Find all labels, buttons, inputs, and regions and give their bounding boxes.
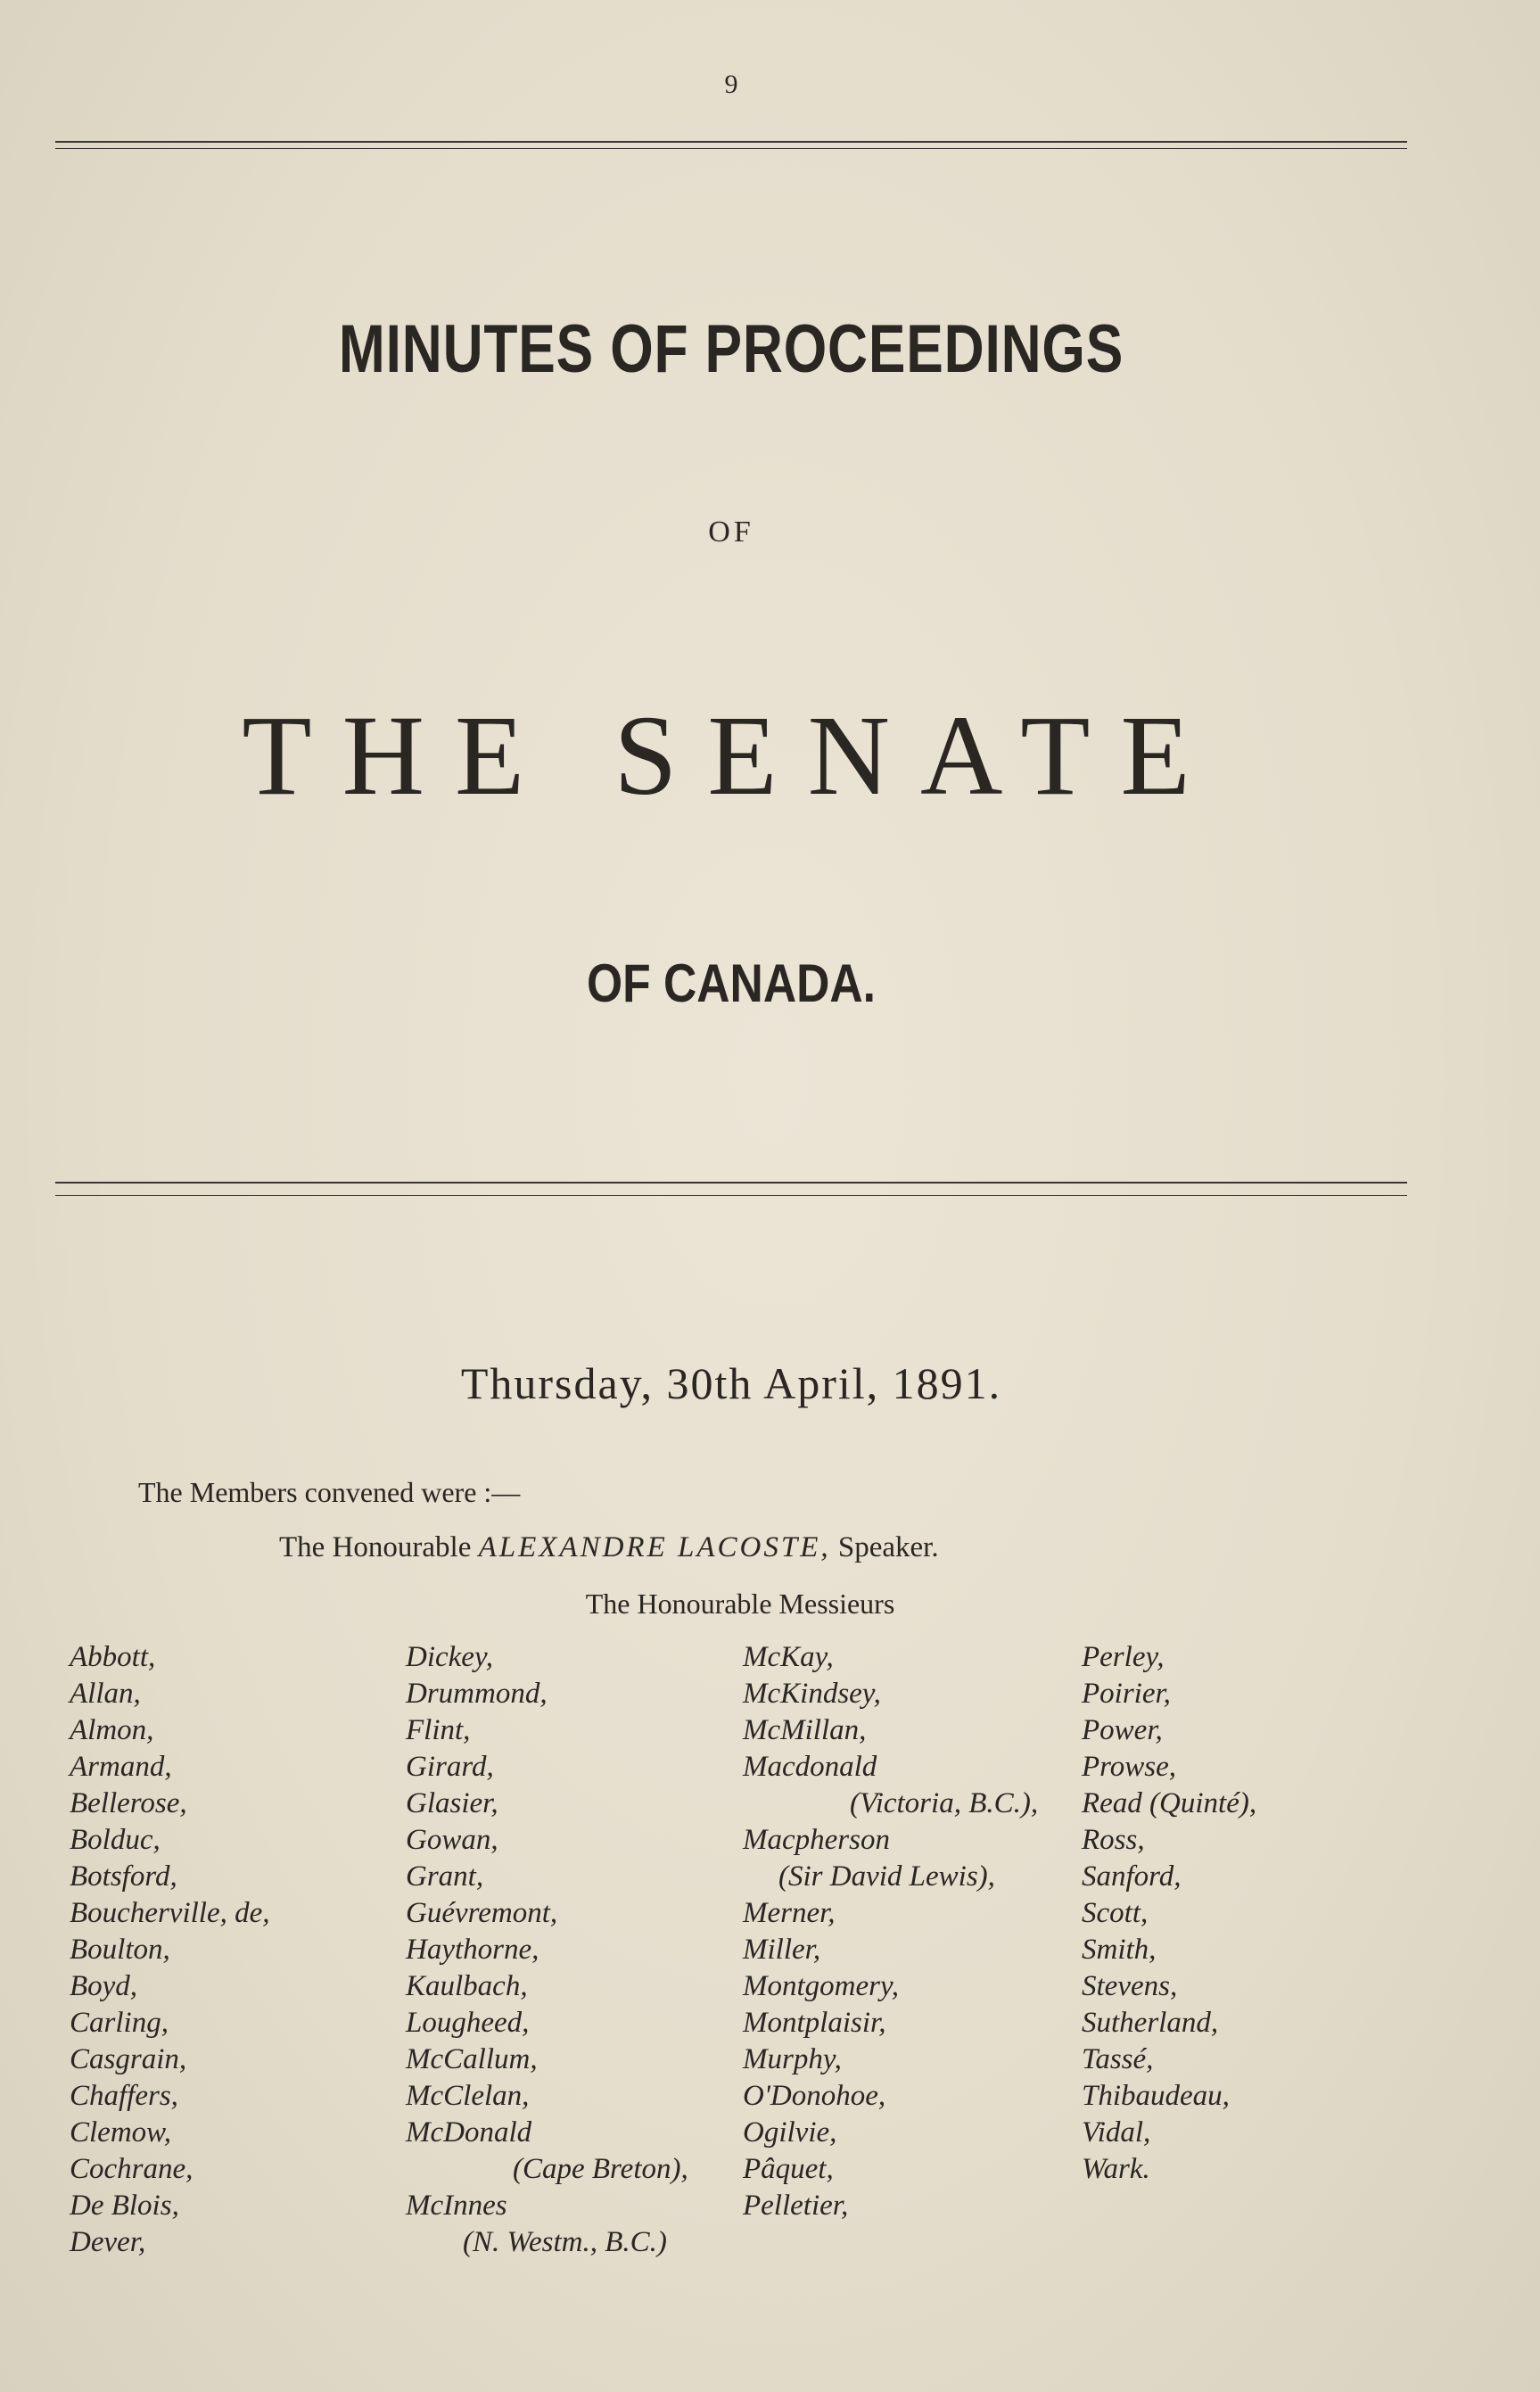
member-name: McKindsey, <box>743 1678 881 1710</box>
member-name: Poirier, <box>1082 1678 1171 1710</box>
member-name: Carling, <box>70 2007 169 2039</box>
member-name: Boulton, <box>70 1934 170 1966</box>
member-name: McCallum, <box>406 2043 538 2075</box>
member-name: Murphy, <box>743 2043 842 2075</box>
members-column-1 <box>70 1639 270 2261</box>
member-name: Haythorne, <box>406 1934 539 1966</box>
member-name: McDonald <box>406 2116 532 2149</box>
member-name: Scott, <box>1082 1897 1149 1929</box>
member-name: Merner, <box>743 1897 836 1929</box>
member-name: Miller, <box>743 1934 821 1966</box>
member-name: Guévremont, <box>406 1897 558 1929</box>
member-name: McKay, <box>743 1641 834 1673</box>
page-number: 9 <box>724 70 738 99</box>
member-name: Armand, <box>70 1751 172 1783</box>
member-name: McInnes <box>406 2190 507 2222</box>
member-name: Abbott, <box>70 1641 156 1673</box>
member-name: Sutherland, <box>1082 2007 1219 2039</box>
member-name: Power, <box>1082 1714 1163 1746</box>
member-name: Bellerose, <box>70 1787 187 1819</box>
member-name: Read (Quinté), <box>1082 1787 1257 1819</box>
title-of-canada: OF CANADA. <box>587 953 876 1013</box>
member-name: Vidal, <box>1082 2116 1151 2149</box>
speaker-line <box>279 1531 939 1564</box>
member-name: Bolduc, <box>70 1824 161 1856</box>
meeting-date: Thursday, 30th April, 1891. <box>460 1358 1002 1408</box>
member-name: Botsford, <box>70 1860 177 1893</box>
member-name: Stevens, <box>1082 1970 1178 2002</box>
member-name: Grant, <box>406 1860 484 1893</box>
member-name: Chaffers, <box>70 2080 178 2112</box>
member-name: Boyd, <box>70 1970 138 2002</box>
honourable-messieurs-heading: The Honourable Messieurs <box>585 1588 895 1620</box>
members-column-2 <box>406 1639 688 2261</box>
member-name-continuation: (Cape Breton), <box>513 2153 688 2185</box>
members-intro: The Members convened were :— <box>138 1476 521 1508</box>
member-name: Macpherson <box>743 1824 890 1856</box>
top-rule-2 <box>55 148 1407 149</box>
member-name: Girard, <box>406 1751 494 1783</box>
member-name: Macdonald <box>743 1751 877 1783</box>
member-name: Dickey, <box>406 1641 494 1673</box>
members-column-3 <box>743 1639 1038 2224</box>
member-name: Lougheed, <box>406 2007 530 2039</box>
title-the-senate: THE SENATE <box>242 692 1221 819</box>
member-name: McClelan, <box>406 2080 530 2112</box>
speaker-suffix: Speaker. <box>837 1531 939 1563</box>
member-name: Tassé, <box>1082 2043 1154 2075</box>
middle-rule-1 <box>55 1182 1407 1184</box>
member-name: Pelletier, <box>743 2190 849 2222</box>
member-name: Smith, <box>1082 1934 1157 1966</box>
member-name: Cochrane, <box>70 2153 194 2185</box>
member-name: Wark. <box>1082 2153 1150 2185</box>
member-name: Drummond, <box>406 1678 548 1710</box>
member-name: Kaulbach, <box>406 1970 528 2002</box>
member-name: Perley, <box>1082 1641 1165 1673</box>
member-name: Pâquet, <box>743 2153 834 2185</box>
member-name: Thibaudeau, <box>1082 2080 1230 2112</box>
member-name: Casgrain, <box>70 2043 187 2075</box>
member-name: Sanford, <box>1082 1860 1182 1893</box>
title-of: OF <box>708 516 754 549</box>
member-name-continuation: (Victoria, B.C.), <box>850 1787 1039 1819</box>
member-name: Gowan, <box>406 1824 498 1856</box>
member-name: Clemow, <box>70 2116 171 2149</box>
member-name: McMillan, <box>743 1714 867 1746</box>
member-name: Ogilvie, <box>743 2116 837 2149</box>
member-name: Prowse, <box>1082 1751 1177 1783</box>
member-name: Glasier, <box>406 1787 498 1819</box>
title-minutes-of-proceedings: MINUTES OF PROCEEDINGS <box>338 311 1124 387</box>
members-column-4 <box>1082 1639 1256 2188</box>
top-rule-1 <box>55 141 1407 143</box>
middle-rule-2 <box>55 1195 1407 1196</box>
member-name: Montplaisir, <box>743 2007 886 2039</box>
member-name: Ross, <box>1082 1824 1145 1856</box>
speaker-name: ALEXANDRE LACOSTE, <box>478 1531 831 1563</box>
member-name: Boucherville, de, <box>70 1897 270 1929</box>
member-name: De Blois, <box>70 2190 179 2222</box>
speaker-prefix: The Honourable <box>279 1531 472 1563</box>
member-name-continuation: (N. Westm., B.C.) <box>463 2226 667 2258</box>
member-name: Flint, <box>406 1714 471 1746</box>
member-name: Almon, <box>70 1714 154 1746</box>
member-name: Montgomery, <box>743 1970 900 2002</box>
member-name: Allan, <box>70 1678 141 1710</box>
member-name: Dever, <box>70 2226 146 2258</box>
member-name: O'Donohoe, <box>743 2080 886 2112</box>
member-name-continuation: (Sir David Lewis), <box>778 1860 995 1893</box>
